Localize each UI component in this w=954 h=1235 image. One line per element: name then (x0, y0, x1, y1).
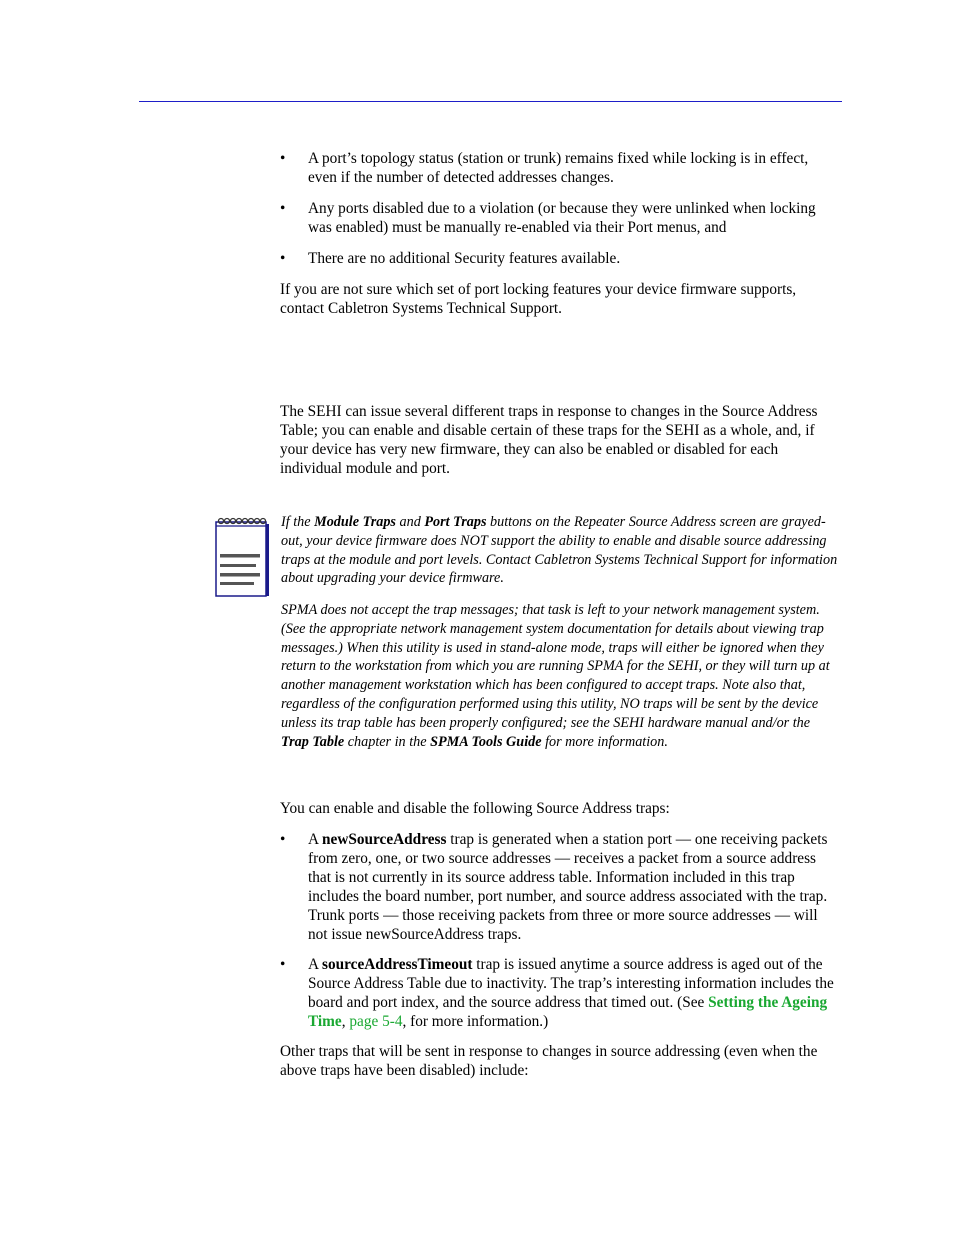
note-text: buttons on the Repeater Source Address screen are grayed-out, your device firmware does NOT support the ability to enable and disable source addressing traps at the module and port levels. Contact Cabletron Systems Technical Support for information about upgrading your device firmware. (281, 514, 838, 587)
bullet-text-part: trap is issued anytime a source address is aged out of the Source Address Table due to inactivity. The trap’s interesting information includes the board and port index, and the source address that timed out. (See (308, 956, 834, 1011)
link-page-5-4[interactable]: page 5-4 (349, 1013, 403, 1030)
term-source-address-timeout: sourceAddressTimeout (322, 956, 473, 973)
bullet-text-part: trap is generated when a station port — one receiving packets from zero, one, or two source addresses — receives a packet from a source address that is not currently in its source address table. Information included in this trap includes the board number, port number, and source address associated with the trap. Trunk ports — those receiving packets from three or more source addresses — will not issue newSourceAddress traps. (308, 831, 828, 943)
note-text: SPMA does not accept the trap messages; that task is left to your network management system. (See the appropriate network management system documentation for details about viewing trap messages.) When this utility is used in stand-alone mode, traps will either be ignored when they return to the workstation from which you are running SPMA for the SEHI, or they will turn up at another management workstation which has been configured to accept traps. Note also that, regardless of the configuration performed using this utility, NO traps will be sent by the device unless its trap table has been properly configured; see the SEHI hardware manual and/or the (281, 602, 830, 731)
header-rule (139, 101, 842, 102)
note-text: chapter in the (344, 733, 431, 750)
bullet-text-part: , (341, 1013, 350, 1030)
note-module-port-traps (281, 513, 841, 588)
bullet-text: A port’s topology status (station or trunk) remains fixed while locking is in effect, even if the number of detected addresses changes. (308, 150, 809, 186)
paragraph-other-traps: Other traps that will be sent in response to changes in source addressing (even when the above traps have been disabled) include: (280, 1043, 818, 1079)
note-bold-tools-guide: SPMA Tools Guide (430, 733, 542, 750)
bullet-marker: • (280, 831, 286, 848)
note-bold-port-traps: Port Traps (424, 514, 487, 530)
bullet-text-part: , for more information.) (402, 1013, 549, 1030)
note-text: and (395, 514, 425, 530)
paragraph-enable-traps: You can enable and disable the following Source Address traps: (280, 800, 670, 817)
note-text: If the (281, 514, 315, 530)
bullet-marker: • (280, 250, 286, 267)
notepad-icon (214, 516, 270, 598)
note-text: for more information. (541, 733, 668, 750)
note-bold-trap-table: Trap Table (281, 733, 345, 750)
term-new-source-address: newSourceAddress (322, 831, 447, 848)
bullet-text-part: A (308, 831, 323, 848)
bullet-text-part: A (308, 956, 323, 973)
bullet-text (308, 955, 840, 1031)
bullet-text: Any ports disabled due to a violation (or because they were unlinked when locking was enabled) must be manually re-enabled via their Port menus, and (308, 200, 816, 236)
bullet-marker: • (280, 200, 286, 217)
note-bold-module-traps: Module Traps (314, 514, 396, 530)
paragraph-sehi-traps: The SEHI can issue several different traps in response to changes in the Source Address Table; you can enable and disable certain of these traps for the SEHI as a whole, and, if your device has very new firmware, they can also be enabled or disabled for each individual module and port. (280, 403, 818, 477)
bullet-text: There are no additional Security features available. (308, 250, 621, 267)
note-spma-traps (281, 601, 841, 751)
link-setting-ageing-time[interactable]: Setting the Ageing Time (308, 994, 828, 1030)
bullet-text (308, 830, 840, 944)
bullet-marker: • (280, 150, 286, 167)
paragraph-unsure: If you are not sure which set of port locking features your device firmware supports, contact Cabletron Systems Technical Support. (280, 281, 797, 317)
bullet-marker: • (280, 956, 286, 973)
